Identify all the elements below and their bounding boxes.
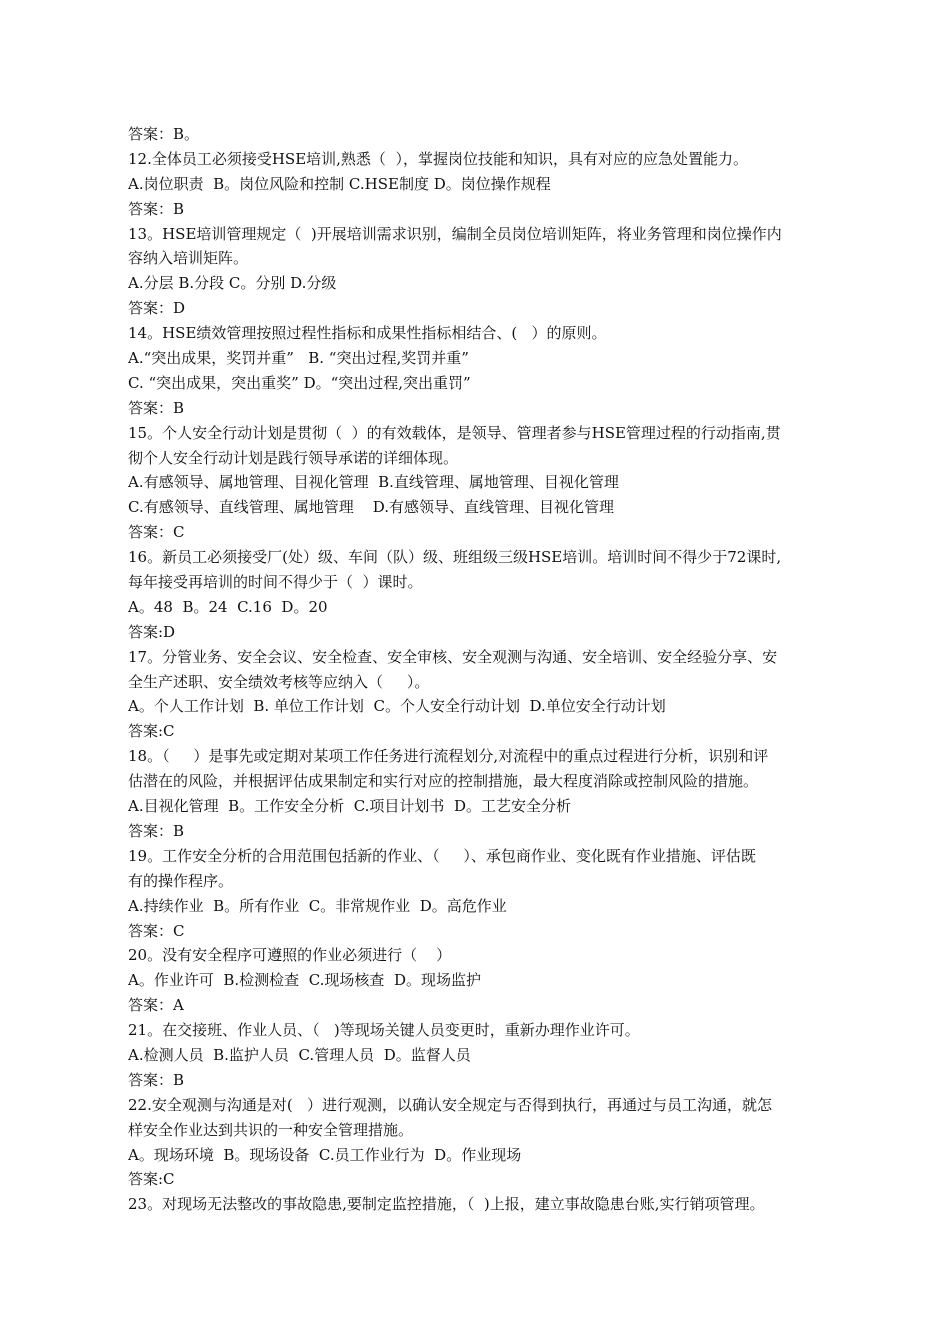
text-line: 答案：C [128,921,185,940]
text-line: 19。工作安全分析的合用范围包括新的作业、（ ）、承包商作业、变化既有作业措施、评估既 [128,846,756,865]
text-line: A.分层 B.分段 C。分别 D.分级 [128,274,337,293]
text-line: 16。新员工必须接受厂(处）级、车间（队）级、班组级三级HSE培训。培训时间不得少于72课时, [128,548,782,567]
text-line: 答案：B [128,1070,185,1089]
text-line: A.目视化管理 B。工作安全分析 C.项目计划书 D。工艺安全分析 [128,797,571,816]
text-line: A。作业许可 B.检测检查 C.现场核查 D。现场监护 [128,971,481,990]
text-line: 20。没有安全程序可遵照的作业必须进行（ ） [128,946,452,965]
text-line: 每年接受再培训的时间不得少于（ ）课时。 [128,573,423,592]
text-line: 全生产述职、安全绩效考核等应纳入（ ）。 [128,672,430,691]
text-line: A。个人工作计划 B. 单位工作计划 C。个人安全行动计划 D.单位安全行动计划 [128,697,666,716]
text-line: 答案:C [128,1170,175,1189]
text-line: 17。分管业务、安全会议、安全检查、安全审核、安全观测与沟通、安全培训、安全经验分享、安 [128,647,778,666]
text-line: 答案:C [128,722,175,741]
text-line: 21。在交接班、作业人员、（ )等现场关键人员变更时，重新办理作业许可。 [128,1021,640,1040]
text-line: 答案：A [128,996,184,1015]
text-line: 容纳入培训矩阵。 [128,249,249,268]
text-line: A。现场环境 B。现场设备 C.员工作业行为 D。作业现场 [128,1145,522,1164]
text-line: A.有感领导、属地管理、目视化管理 B.直线管理、属地管理、目视化管理 [128,473,619,492]
text-line: A.持续作业 B。所有作业 C。非常规作业 D。高危作业 [128,896,507,915]
document-body [128,122,868,1217]
text-line: C. “突出成果，突出重奖” D。“突出过程,突出重罚” [128,373,471,392]
text-line: 15。个人安全行动计划是贯彻（ ）的有效载体，是领导、管理者参与HSE管理过程的行动指南,贯 [128,423,781,442]
text-line: 答案：B。 [128,125,200,143]
text-line: 有的操作程序。 [128,871,234,890]
text-line: 12.全体员工必须接受HSE培训,熟悉（ ），掌握岗位技能和知识，具有对应的应急处置能力。 [128,149,748,168]
text-line: 13。HSE培训管理规定（ )开展培训需求识别，编制全员岗位培训矩阵，将业务管理和岗位操作内 [128,224,782,243]
text-line: 彻个人安全行动计划是践行领导承诺的详细体现。 [128,448,459,467]
text-line: 18。（ ）是事先或定期对某项工作任务进行流程划分,对流程中的重点过程进行分析，识别和评 [128,747,769,766]
text-line: 答案：C [128,523,185,542]
text-line: A.岗位职责 B。岗位风险和控制 C.HSE制度 D。岗位操作规程 [128,174,551,193]
text-line: C.有感领导、直线管理、属地管理 D.有感领导、直线管理、目视化管理 [128,498,615,517]
text-line: 答案:D [128,622,176,641]
text-line: 估潜在的风险，并根据评估成果制定和实行对应的控制措施，最大程度消除或控制风险的措施。 [128,772,759,791]
text-line: A.检测人员 B.监护人员 C.管理人员 D。监督人员 [128,1045,471,1064]
text-line: 22.安全观测与沟通是对( ）进行观测，以确认安全规定与否得到执行，再通过与员工沟通，就怎 [128,1095,773,1114]
text-line: 答案：B [128,398,185,417]
text-line: 答案：D [128,299,186,318]
text-line: A.“突出成果，奖罚并重” B. “突出过程,奖罚并重” [128,349,469,368]
text-line: A。48 B。24 C.16 D。20 [128,597,328,616]
text-line: 23。对现场无法整改的事故隐患,要制定监控措施，（ )上报，建立事故隐患台账,实行销项管理。 [128,1195,765,1214]
text-line: 答案：B [128,199,185,218]
text-line: 样安全作业达到共识的一种安全管理措施。 [128,1120,414,1139]
text-line: 14。HSE绩效管理按照过程性指标和成果性指标相结合、( ）的原则。 [128,324,607,343]
text-line: 答案：B [128,821,185,840]
